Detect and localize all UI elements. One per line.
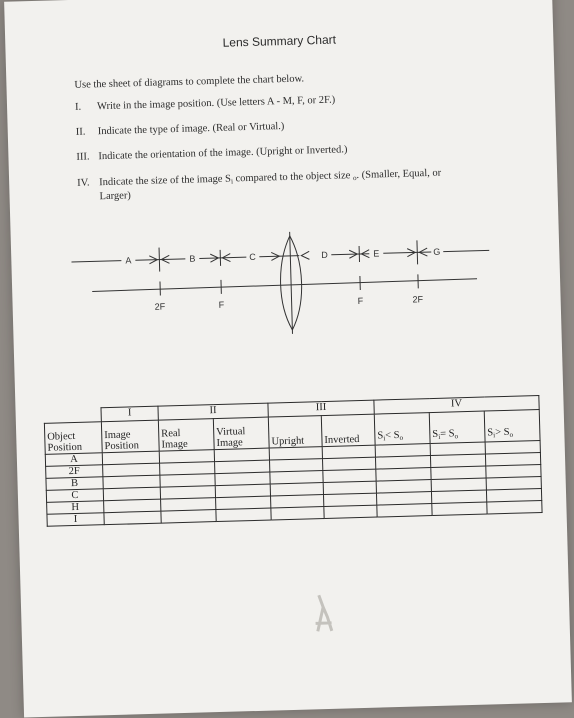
instruction-text: Indicate the size of the image S (99, 174, 231, 189)
object-position-cell: C (46, 489, 103, 503)
col-smaller: $S_i< S_o$ (374, 413, 430, 446)
instruction-text: Write in the image position. (Use letters A - M, F, or 2F.) (97, 95, 335, 113)
worksheet-page (4, 0, 572, 718)
letter-e: E (373, 248, 379, 258)
lens-axis (290, 232, 293, 334)
instruction-number: II. (76, 126, 98, 138)
header-roman-iii: III (268, 400, 374, 417)
col-virtual-image: Virtual Image (213, 417, 269, 450)
object-position-cell: A (45, 453, 102, 467)
answer-cell[interactable] (487, 500, 542, 514)
principal-axis (92, 279, 477, 292)
watermark-mark (309, 593, 338, 634)
letter-g: G (433, 247, 440, 257)
label-2f-right: 2F (412, 294, 423, 304)
lens-diagram (71, 220, 494, 342)
header-roman-i: I (101, 406, 158, 422)
lens-summary-table (43, 395, 542, 527)
col-larger: $S_i> S_o$ (484, 410, 540, 443)
letter-b: B (189, 254, 195, 264)
subscript: i (231, 177, 233, 185)
letter-d: D (321, 250, 328, 260)
header-roman-iv: IV (374, 396, 539, 415)
page-title: Lens Summary Chart (5, 26, 553, 55)
header-roman-ii: II (158, 403, 268, 420)
object-position-cell: B (46, 477, 103, 491)
label-f-right: F (357, 296, 363, 306)
axis-segment (383, 252, 431, 253)
axis-segment (443, 250, 489, 251)
instruction-1 (75, 95, 335, 113)
instruction-number: IV. (77, 177, 99, 189)
instruction-number: III. (76, 151, 98, 163)
instruction-text: compared to the object size (233, 170, 353, 184)
instruction-number: I. (75, 101, 97, 113)
col-image-position: Image Position (101, 420, 159, 453)
answer-cell[interactable] (161, 510, 216, 524)
col-upright: Upright (268, 416, 322, 448)
arrowhead (301, 251, 309, 259)
instruction-2 (76, 121, 285, 138)
col-equal: $S_i= S_o$ (429, 411, 485, 444)
answer-cell[interactable] (432, 502, 487, 516)
subscript: o (353, 174, 357, 182)
tick-2f-left (159, 248, 160, 272)
axis-segment (71, 261, 121, 262)
instruction-text: Indicate the type of image. (Real or Virtual.) (98, 121, 285, 137)
object-position-cell: H (47, 501, 104, 515)
label-2f-left: 2F (155, 301, 166, 311)
intro-text: Use the sheet of diagrams to complete the chart below. (74, 73, 304, 90)
col-object-position: Object Position (44, 422, 102, 455)
instruction-4 (77, 168, 441, 190)
answer-cell[interactable] (216, 508, 271, 522)
object-position-cell: I (47, 513, 104, 527)
col-inverted: Inverted (321, 414, 375, 446)
answer-cell[interactable] (324, 505, 377, 518)
label-f-left: F (219, 300, 225, 310)
instruction-4-continued: Larger) (99, 190, 131, 202)
col-real-image: Real Image (158, 419, 214, 452)
answer-cell[interactable] (271, 507, 324, 520)
letter-c: C (249, 252, 256, 262)
instruction-text: Indicate the orientation of the image. (Upright or Inverted.) (98, 144, 347, 162)
answer-cell[interactable] (377, 504, 432, 518)
instruction-3 (76, 144, 347, 163)
object-position-cell: 2F (46, 465, 103, 479)
answer-cell[interactable] (104, 511, 161, 525)
instruction-text: . (Smaller, Equal, or (356, 168, 441, 181)
letter-a: A (125, 255, 131, 265)
tick-2f-right (417, 240, 418, 264)
